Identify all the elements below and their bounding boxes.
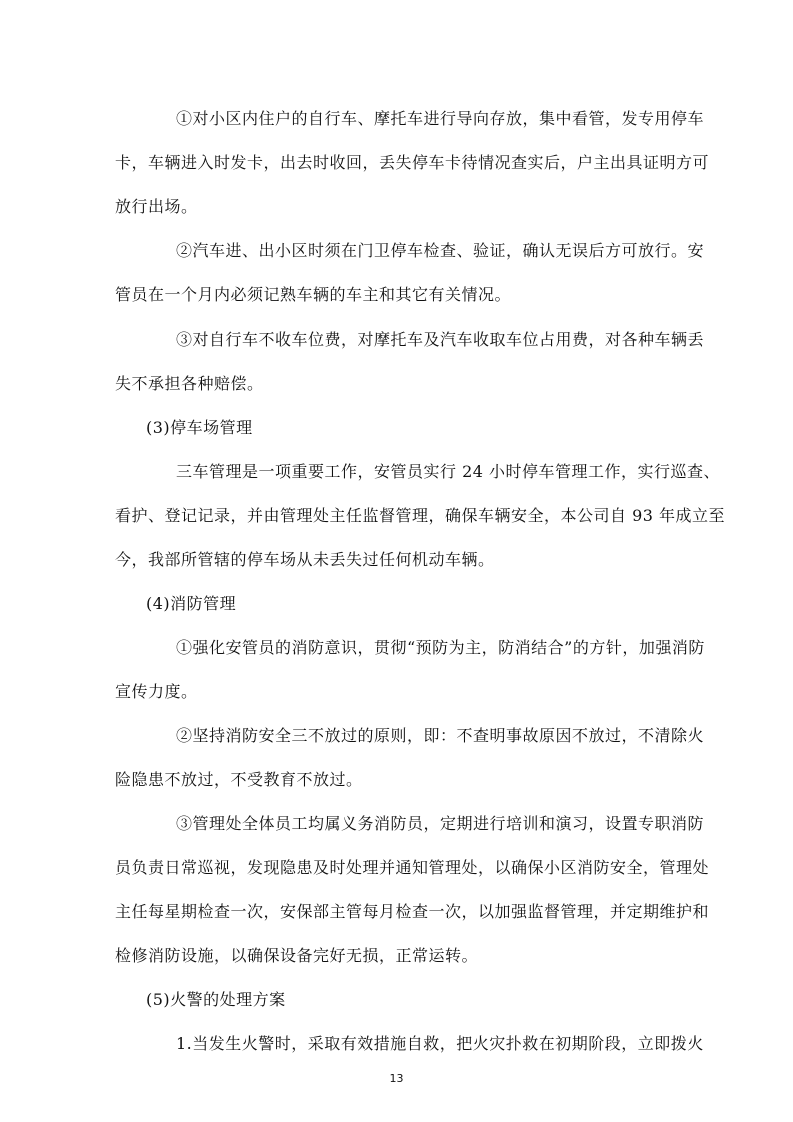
paragraph-line: 员负责日常巡视，发现隐患及时处理并通知管理处，以确保小区消防安全，管理处 xyxy=(115,858,710,877)
paragraph-line: 失不承担各种赔偿。 xyxy=(115,374,264,393)
paragraph-line: ③管理处全体员工均属义务消防员，定期进行培训和演习，设置专职消防 xyxy=(176,814,705,833)
section-heading: (4)消防管理 xyxy=(146,594,237,613)
paragraph-line: 1.当发生火警时，采取有效措施自救，把火灾扑救在初期阶段，立即拨火 xyxy=(176,1034,704,1053)
paragraph-line: ②汽车进、出小区时须在门卫停车检查、验证，确认无误后方可放行。安 xyxy=(176,241,705,260)
paragraph-line: ③对自行车不收车位费，对摩托车及汽车收取车位占用费，对各种车辆丢 xyxy=(176,330,705,349)
paragraph-line: ②坚持消防安全三不放过的原则，即：不查明事故原因不放过，不清除火 xyxy=(176,726,705,745)
section-heading: (3)停车场管理 xyxy=(146,418,253,437)
paragraph-line: 管员在一个月内必须记熟车辆的车主和其它有关情况。 xyxy=(115,285,512,304)
section-heading: (5)火警的处理方案 xyxy=(146,990,286,1009)
paragraph-line: 看护、登记记录，并由管理处主任监督管理，确保车辆安全，本公司自 93 年成立至 xyxy=(115,506,726,525)
paragraph-line: 险隐患不放过，不受教育不放过。 xyxy=(115,770,363,789)
paragraph-line: 放行出场。 xyxy=(115,197,198,216)
paragraph-line: 今，我部所管辖的停车场从未丢失过任何机动车辆。 xyxy=(115,550,495,569)
paragraph-line: ①对小区内住户的自行车、摩托车进行导向存放，集中看管，发专用停车 xyxy=(176,109,705,128)
paragraph-line: 宣传力度。 xyxy=(115,682,198,701)
paragraph-line: ①强化安管员的消防意识，贯彻“预防为主，防消结合”的方针，加强消防 xyxy=(176,638,705,657)
paragraph-line: 主任每星期检查一次，安保部主管每月检查一次，以加强监督管理，并定期维护和 xyxy=(115,902,710,921)
paragraph-line: 三车管理是一项重要工作，安管员实行 24 小时停车管理工作，实行巡查、 xyxy=(176,462,721,481)
paragraph-line: 卡，车辆进入时发卡，出去时收回，丢失停车卡待情况查实后，户主出具证明方可 xyxy=(115,153,710,172)
paragraph-line: 检修消防设施，以确保设备完好无损，正常运转。 xyxy=(115,946,479,965)
page-number: 13 xyxy=(389,1072,404,1085)
